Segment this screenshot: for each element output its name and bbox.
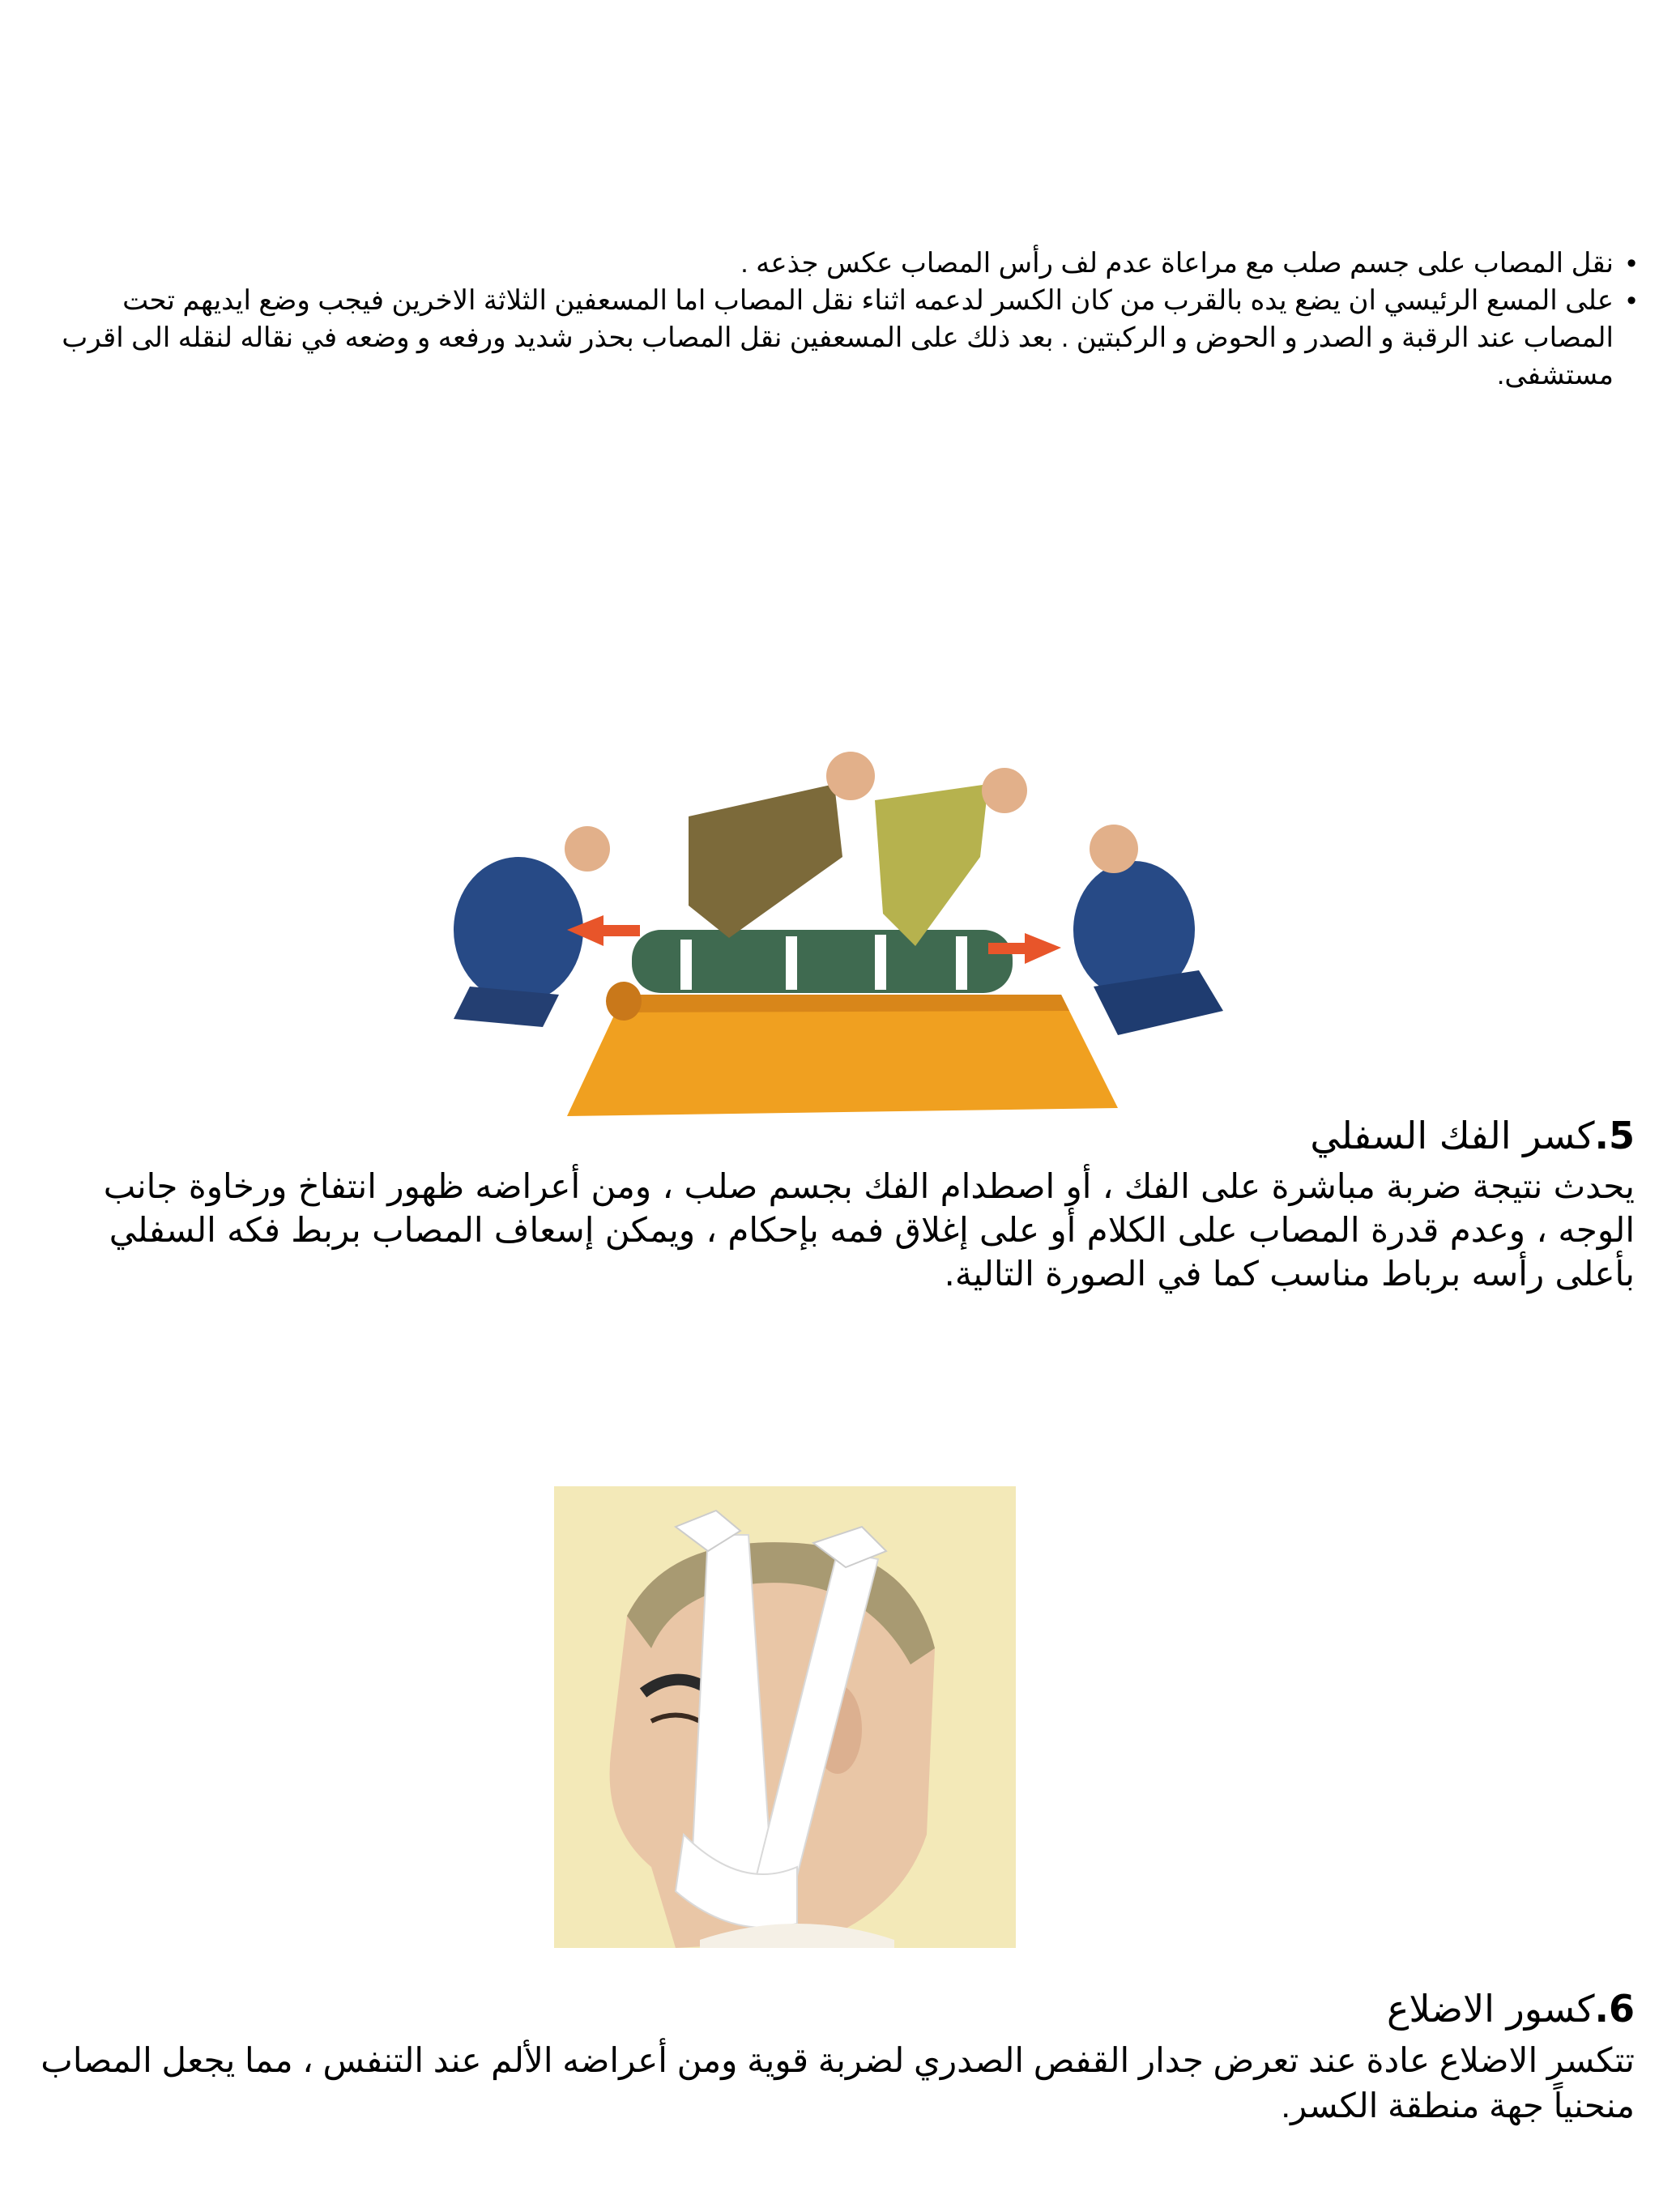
bullet-item bbox=[32, 245, 1636, 282]
section-title-jaw-fracture bbox=[1310, 1113, 1635, 1158]
bullet-text: على المسع الرئيسي ان يضع يده بالقرب من كان الكسر لدعمه اثناء نقل المصاب اما المسعفين الثلاثة الاخرين فيجب وضع ايديهم تحت المصاب عند الرقبة و الصدر و الحوض و الركبتين . بعد ذلك على المسعفين نقل المصاب بحذر شديد ورفعه و وضعه في نقاله لنقله الى اقرب مستشفى. bbox=[62, 285, 1614, 390]
section-title-rib-fracture bbox=[1387, 1986, 1635, 2031]
rescuer-left bbox=[454, 857, 583, 1003]
blanket-roll bbox=[606, 982, 642, 1021]
section-number: 5. bbox=[1594, 1114, 1635, 1157]
bullet-item bbox=[32, 282, 1636, 394]
section-number: 6. bbox=[1594, 1987, 1635, 2031]
bullet-text: نقل المصاب على جسم صلب مع مراعاة عدم لف رأس المصاب عكس جذعه . bbox=[740, 248, 1614, 279]
stretcher-blanket bbox=[567, 995, 1118, 1116]
bullet-marker: • bbox=[1627, 248, 1636, 279]
section-title-text: كسر الفك السفلي bbox=[1310, 1114, 1595, 1157]
section-title-text: كسور الاضلاع bbox=[1386, 1987, 1595, 2031]
bullet-marker: • bbox=[1627, 285, 1636, 316]
stretcher-illustration bbox=[421, 727, 1247, 1124]
section-body-rib-fracture: تتكسر الاضلاع عادة عند تعرض جدار القفص الصدري لضربة قوية ومن أعراضه الألم عند التنفس ، مما يجعل المصاب منحنياً جهة منطقة الكسر. bbox=[41, 2041, 1635, 2125]
rescuer-second bbox=[689, 784, 842, 938]
section-body-jaw-fracture: يحدث نتيجة ضربة مباشرة على الفك ، أو اصطدام الفك بجسم صلب ، ومن أعراضه ظهور انتفاخ ورخاوة جانب الوجه ، وعدم قدرة المصاب على الكلام أو على إغلاق فمه بإحكام ، ويمكن إسعاف المصاب بربط فكه السفلي بأعلى رأسه برباط مناسب كما في الصورة التالية. bbox=[103, 1166, 1635, 1294]
transport-instructions bbox=[32, 245, 1636, 394]
jaw-bandage-illustration bbox=[554, 1486, 1016, 1948]
rescuer-third bbox=[875, 784, 988, 946]
